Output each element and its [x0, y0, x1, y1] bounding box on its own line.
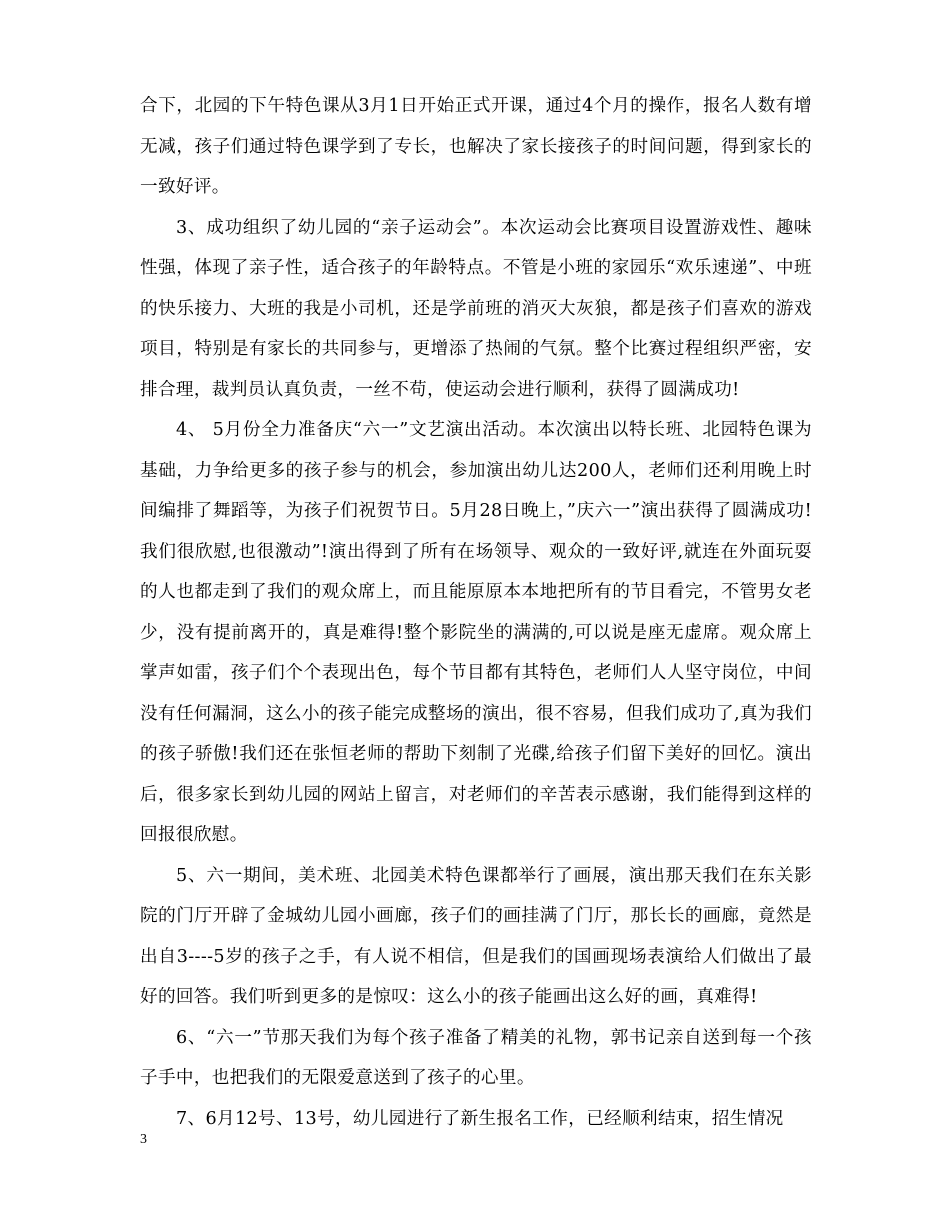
page-number: 3: [140, 1132, 147, 1147]
paragraph-6: 7、6月12号、13号，幼儿园进行了新生报名工作，已经顺利结束，招生情况: [176, 1108, 784, 1129]
paragraph-1: 合下，北园的下午特色课从3月1日开始正式开课，通过4个月的操作，报名人数有增无减，孩子们通过特色课学到了专长，也解决了家长接孩子的时间问题，得到家长的一致好评。: [140, 96, 812, 197]
paragraph-4: 5、六一期间，美术班、北园美术特色课都举行了画展，演出那天我们在东关影院的门厅开辟了金城幼儿园小画廊，孩子们的画挂满了门厅，那长长的画廊，竟然是出自3----5岁的孩子之手，有人说不相信，但是我们的国画现场表演给人们做出了最好的回答。我们听到更多的是惊叹：这么小的孩子能画出这么好的画，真难得!: [140, 865, 812, 1007]
paragraph-5: 6、“六一”节那天我们为每个孩子准备了精美的礼物，郭书记亲自送到每一个孩子手中，也把我们的无限爱意送到了孩子的心里。: [140, 1027, 812, 1088]
paragraph-3: 4、 5月份全力准备庆“六一”文艺演出活动。本次演出以特长班、北园特色课为基础，力争给更多的孩子参与的机会，参加演出幼儿达200人，老师们还利用晚上时间编排了舞蹈等，为孩子们祝贺节日。5月28日晚上，”庆六一”演出获得了圆满成功!我们很欣慰,也很激动”!演出得到了所有在场领导、观众的一致好评,就连在外面玩耍的人也都走到了我们的观众席上，而且能原原本本地把所有的节目看完，不管男女老少，没有提前离开的，真是难得!整个影院坐的满满的,可以说是座无虚席。观众席上掌声如雷，孩子们个个表现出色，每个节目都有其特色，老师们人人坚守岗位，中间没有任何漏洞，这么小的孩子能完成整场的演出，很不容易，但我们成功了,真为我们的孩子骄傲!我们还在张恒老师的帮助下刻制了光碟,给孩子们留下美好的回忆。演出后，很多家长到幼儿园的网站上留言，对老师们的辛苦表示感谢，我们能得到这样的回报很欣慰。: [140, 420, 812, 845]
paragraph-2: 3、成功组织了幼儿园的“亲子运动会”。本次运动会比赛项目设置游戏性、趣味性强，体现了亲子性，适合孩子的年龄特点。不管是小班的家园乐“欢乐速递”、中班的快乐接力、大班的我是小司机，还是学前班的消灭大灰狼，都是孩子们喜欢的游戏项目，特别是有家长的共同参与，更增添了热闹的气氛。整个比赛过程组织严密，安排合理，裁判员认真负责，一丝不苟，使运动会进行顺利，获得了圆满成功!: [140, 217, 812, 400]
document-body: [140, 86, 812, 1139]
